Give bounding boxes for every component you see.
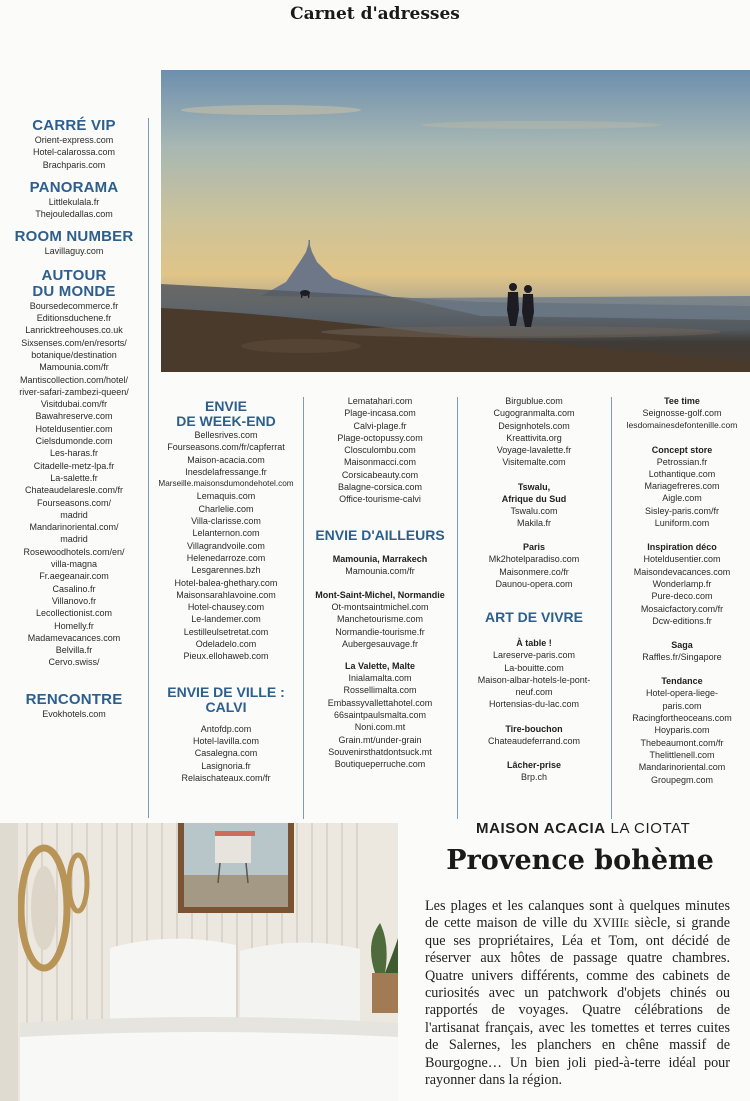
address-link[interactable]: Les-haras.fr xyxy=(49,448,99,459)
address-link[interactable]: Rossellimalta.com xyxy=(343,685,417,696)
address-link[interactable]: Fourseasons.com/ xyxy=(36,497,112,508)
article-text: Les plages et les calanques sont à quelques minutes de cette maison de ville du xyxy=(425,898,730,932)
section-rencontre xyxy=(0,692,148,720)
section-title: RENCONTRE xyxy=(25,690,123,708)
address-link[interactable]: Odeladelo.com xyxy=(195,639,257,650)
address-link[interactable]: Rosewoodhotels.com/en/ xyxy=(23,546,125,557)
address-link[interactable]: Lavillaguy.com xyxy=(44,246,104,257)
address-link[interactable]: Voyage-lavalette.fr xyxy=(496,445,572,456)
left-address-column xyxy=(0,118,148,720)
address-link[interactable]: Lesgarennes.bzh xyxy=(191,565,261,576)
address-link[interactable]: Lelanternon.com xyxy=(192,528,260,539)
section-room-number xyxy=(0,229,148,257)
subsection-title: Concept store xyxy=(651,444,713,455)
address-link[interactable]: Brachparis.com xyxy=(42,159,106,170)
address-link[interactable]: Racingfortheoceans.com xyxy=(632,713,732,724)
address-link[interactable]: Visitemalte.com xyxy=(502,457,566,468)
address-link[interactable]: Lareserve-paris.com xyxy=(492,650,576,661)
address-link[interactable]: Aigle.com xyxy=(662,493,702,504)
address-link[interactable]: Pure-deco.com xyxy=(651,591,713,602)
column-rule xyxy=(457,397,458,819)
address-link[interactable]: Evokhotels.com xyxy=(42,708,106,719)
address-link[interactable]: Villagrandvoile.com xyxy=(187,540,265,551)
subsection-title: Lâcher-prise xyxy=(506,760,562,771)
address-link[interactable]: Makila.fr xyxy=(516,518,551,529)
address-link[interactable]: Lecollectionist.com xyxy=(35,608,113,619)
century-numeral: XVIIIe xyxy=(593,916,630,931)
address-link[interactable]: Mariagefreres.com xyxy=(644,481,720,492)
address-link[interactable]: Groupegm.com xyxy=(650,774,714,785)
address-link[interactable]: madrid xyxy=(60,534,88,545)
hotel-name: MAISON ACACIA xyxy=(476,820,606,837)
address-link[interactable]: Fourseasons.com/fr/capferrat xyxy=(167,442,285,453)
section-title: ENVIE xyxy=(204,398,247,414)
address-link[interactable]: Boursedecommerce.fr xyxy=(29,300,119,311)
address-link[interactable]: Maison-albar-hotels-le-pont- xyxy=(477,674,591,685)
subsection-title: Inspiration déco xyxy=(647,542,717,553)
address-link[interactable]: Thejouledallas.com xyxy=(35,209,113,220)
address-link[interactable]: Birgublue.com xyxy=(505,396,563,406)
section-title: CALVI xyxy=(205,698,247,715)
address-link[interactable]: Corsicabeauty.com xyxy=(341,469,419,480)
address-link[interactable]: Plage-incasa.com xyxy=(344,408,416,419)
address-link[interactable]: La-bouitte.com xyxy=(504,662,564,673)
address-link[interactable]: Cervo.swiss/ xyxy=(48,657,100,668)
address-link[interactable]: Maisondevacances.com xyxy=(633,566,731,577)
address-link[interactable]: Luniform.com xyxy=(654,518,710,529)
address-link[interactable]: Office-tourisme-calvi xyxy=(339,494,421,505)
address-link[interactable]: Designhotels.com xyxy=(498,420,570,431)
address-link[interactable]: Hoteldusentier.com xyxy=(35,423,113,434)
address-link[interactable]: Normandie-tourisme.fr xyxy=(335,626,425,637)
section-title: DU MONDE xyxy=(32,282,116,300)
address-link[interactable]: Noni.com.mt xyxy=(354,722,406,733)
address-link[interactable]: Relaischateaux.com/fr xyxy=(181,772,271,783)
address-link[interactable]: Hoteldusentier.com xyxy=(643,554,721,565)
address-link[interactable]: Littlekulala.fr xyxy=(48,196,100,207)
address-link[interactable]: Souvenirsthatdontsuck.mt xyxy=(328,746,432,757)
address-link[interactable]: Lemaquis.com xyxy=(196,491,256,502)
hotel-location: LA CIOTAT xyxy=(610,820,691,837)
address-link[interactable]: Maisonsarahlavoine.com xyxy=(176,589,276,600)
address-link[interactable]: Seignosse-golf.com xyxy=(642,408,722,418)
address-link[interactable]: Homelly.fr xyxy=(54,620,94,631)
column-rule xyxy=(611,397,612,819)
page-title: Carnet d'adresses xyxy=(290,4,460,24)
shopping-column xyxy=(614,395,750,786)
address-link[interactable]: Bawahreserve.com xyxy=(35,411,113,422)
address-link[interactable]: Hotel-opera-liege- xyxy=(645,688,719,699)
address-link[interactable]: Lestilleulsetretat.com xyxy=(183,626,269,637)
address-link[interactable]: Lematahari.com xyxy=(347,396,413,406)
address-link[interactable]: 66saintpaulsmalta.com xyxy=(333,710,427,721)
address-link[interactable]: Citadelle-metz-lpa.fr xyxy=(33,460,115,471)
address-link[interactable]: Antofdp.com xyxy=(200,723,252,734)
subsection-title: Tire-bouchon xyxy=(505,723,563,734)
column-rule xyxy=(148,118,149,818)
article-text: siècle, si grande que ses propriétaires, Léa et Tom, ont décidé de réserver aux hôtes de passage quatre chambres. Quatre univers différents, comme des cabinets de curiosités avec un patchwork d'objets chinés ou rapportés de voyages. Quatre célébrations de l'artisanat français, avec les tomettes et terres cuites de Salernes, les planchers en chêne massif de Bourgogne… Un bien joli pied-à-terre idéal pour rayonner dans la région. xyxy=(425,915,730,1089)
address-link[interactable]: Cielsdumonde.com xyxy=(35,436,113,447)
address-link[interactable]: Balagne-corsica.com xyxy=(337,482,423,493)
address-link[interactable]: Thelittlenell.com xyxy=(649,749,715,760)
subsection-title: Paris xyxy=(522,542,546,553)
address-link[interactable]: Calvi-plage.fr xyxy=(353,420,407,431)
ailleurs-column xyxy=(306,395,454,771)
address-link[interactable]: Marseille.maisonsdumondehotel.com xyxy=(158,479,294,489)
address-link[interactable]: Mandarinoriental.com/ xyxy=(29,522,119,533)
address-link[interactable]: botanique/destination xyxy=(31,349,117,360)
address-link[interactable]: Sixsenses.com/en/resorts/ xyxy=(21,337,127,348)
section-autour-du-monde xyxy=(0,268,148,669)
address-link[interactable]: Plage-octopussy.com xyxy=(337,432,423,443)
address-link[interactable]: madrid xyxy=(60,509,88,520)
address-link[interactable]: Thebeaumont.com/fr xyxy=(640,737,724,748)
address-link[interactable]: Casalegna.com xyxy=(194,748,258,759)
address-link[interactable]: Bellesrives.com xyxy=(194,430,258,440)
section-title: ENVIE D'AILLEURS xyxy=(315,526,445,543)
address-link[interactable]: lesdomainesdefontenille.com xyxy=(626,420,738,431)
section-panorama xyxy=(0,180,148,221)
address-link[interactable]: Belvilla.fr xyxy=(55,645,93,656)
address-link[interactable]: Maison-acacia.com xyxy=(187,454,265,465)
address-link[interactable]: Hoyparis.com xyxy=(654,725,710,736)
address-link[interactable]: Orient-express.com xyxy=(34,135,114,145)
subsection-title: À table ! xyxy=(516,638,552,649)
address-link[interactable]: Mamounia.com/fr xyxy=(39,362,109,373)
section-title: PANORAMA xyxy=(29,178,119,196)
address-link[interactable]: Tswalu.com xyxy=(510,505,558,516)
address-link[interactable]: Mantiscollection.com/hotel/ xyxy=(19,374,129,385)
article-kicker xyxy=(476,820,690,837)
address-link[interactable]: Inialamalta.com xyxy=(348,673,412,684)
address-link[interactable]: Petrossian.fr xyxy=(656,456,708,467)
address-link[interactable]: Chateaudelaresle.com/fr xyxy=(24,485,124,496)
address-link[interactable]: Le-landemer.com xyxy=(191,614,261,625)
address-link[interactable]: Hotel-balea-ghethary.com xyxy=(174,577,278,588)
address-link[interactable]: Boutiqueperruche.com xyxy=(334,759,426,770)
weekend-column xyxy=(152,399,300,784)
address-link[interactable]: Mosaicfactory.com/fr xyxy=(640,603,724,614)
address-link[interactable]: Mamounia.com/fr xyxy=(345,565,415,576)
address-link[interactable]: Mandarinoriental.com xyxy=(638,762,726,773)
subsection-title: Saga xyxy=(671,640,693,651)
address-link[interactable]: Villa-clarisse.com xyxy=(191,516,261,527)
address-link[interactable]: Helenedarroze.com xyxy=(186,552,266,563)
address-link[interactable]: Villanovo.fr xyxy=(51,595,97,606)
subsection-title: Mont-Saint-Michel, Normandie xyxy=(315,589,445,600)
address-link[interactable]: Lasignoria.fr xyxy=(201,760,251,771)
address-link[interactable]: Fr.aegeanair.com xyxy=(39,571,109,582)
address-link[interactable]: Lothantique.com xyxy=(648,468,716,479)
address-link[interactable]: Wonderlamp.fr xyxy=(652,578,712,589)
section-carre-vip xyxy=(0,118,148,171)
address-link[interactable]: Aubergesauvage.fr xyxy=(341,638,419,649)
address-link[interactable]: Raffles.fr/Singapore xyxy=(642,652,722,663)
address-link[interactable]: Madamevacances.com xyxy=(27,632,121,643)
address-link[interactable]: paris.com xyxy=(662,700,702,711)
address-link[interactable]: Editionsduchene.fr xyxy=(36,313,112,324)
column-rule xyxy=(303,397,304,819)
address-link[interactable]: Maisonmacci.com xyxy=(343,457,417,468)
address-link[interactable]: Maisonmere.co/fr xyxy=(499,566,569,577)
address-link[interactable]: Casalino.fr xyxy=(52,583,96,594)
address-link[interactable]: Hotel-lavilla.com xyxy=(192,735,260,746)
address-link[interactable]: Lanricktreehouses.co.uk xyxy=(25,325,123,336)
subsection-title: Tee time xyxy=(664,396,700,406)
address-link[interactable]: Mk2hotelparadiso.com xyxy=(488,554,580,565)
address-link[interactable]: Pieux.ellohaweb.com xyxy=(183,651,269,662)
address-link[interactable]: La-salette.fr xyxy=(50,472,98,483)
address-link[interactable]: Manchetourisme.com xyxy=(336,614,424,625)
address-link[interactable]: Inesdelafressange.fr xyxy=(185,466,267,477)
subsection-title: La Valette, Malte xyxy=(344,661,416,672)
address-link[interactable]: neuf.com xyxy=(515,687,553,698)
section-title: DE WEEK-END xyxy=(176,413,276,429)
address-link[interactable]: Sisley-paris.com/fr xyxy=(644,505,719,516)
article-body xyxy=(425,898,730,1089)
section-title: ROOM NUMBER xyxy=(14,228,134,246)
address-link[interactable]: Ot-montsaintmichel.com xyxy=(331,601,429,612)
address-link[interactable]: Hotel-calarossa.com xyxy=(32,147,116,158)
address-link[interactable]: Dcw-editions.fr xyxy=(652,615,712,626)
section-title: ENVIE DE VILLE : xyxy=(167,683,285,700)
address-link[interactable]: Kreattivita.org xyxy=(506,432,562,443)
address-link[interactable]: Grain.mt/under-grain xyxy=(338,734,422,745)
article-title: Provence bohème xyxy=(446,845,714,876)
subsection-title: Mamounia, Marrakech xyxy=(332,553,428,564)
address-link[interactable]: Hotel-chausey.com xyxy=(187,602,265,613)
subsection-title: Tendance xyxy=(661,676,703,687)
art-de-vivre-column xyxy=(460,395,608,783)
address-link[interactable]: villa-magna xyxy=(50,559,98,570)
address-link[interactable]: Closculombu.com xyxy=(344,445,416,456)
address-link[interactable]: Embassyvallettahotel.com xyxy=(327,697,433,708)
address-link[interactable]: Daunou-opera.com xyxy=(495,578,573,589)
subsection-title: Afrique du Sud xyxy=(501,493,567,504)
bedroom-photo xyxy=(0,823,398,1101)
address-link[interactable]: Brp.ch xyxy=(520,772,547,783)
address-link[interactable]: Visitdubai.com/fr xyxy=(40,399,108,410)
address-link[interactable]: Charlelie.com xyxy=(198,503,254,514)
subsection-title: Tswalu, xyxy=(517,481,551,492)
address-link[interactable]: Hortensias-du-lac.com xyxy=(488,699,580,710)
address-link[interactable]: Cugogranmalta.com xyxy=(493,408,575,419)
mont-saint-michel-photo xyxy=(161,70,750,372)
address-link[interactable]: Chateaudeferrand.com xyxy=(487,735,581,746)
section-title: CARRÉ VIP xyxy=(32,117,116,134)
section-title: AUTOUR xyxy=(41,266,107,284)
address-link[interactable]: river-safari-zambezi-queen/ xyxy=(19,386,129,397)
section-title: ART DE VIVRE xyxy=(484,609,583,626)
